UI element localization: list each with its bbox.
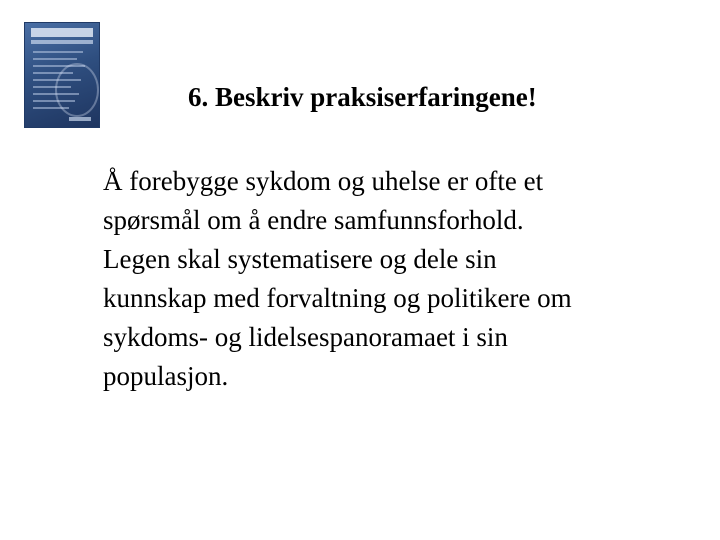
cover-text-line (33, 58, 77, 60)
cover-text-line (33, 51, 83, 53)
body-line: Å forebygge sykdom og uhelse er ofte et (103, 166, 544, 196)
slide-body-text (103, 162, 703, 396)
body-line: populasjon. (103, 361, 229, 391)
cover-title-band (31, 28, 93, 37)
body-line: sykdoms- og lidelsespanoramaet i sin (103, 322, 508, 352)
body-line: spørsmål om å endre samfunnsforhold. (103, 205, 524, 235)
cover-subtitle-band (31, 40, 93, 44)
cover-swirl-decoration (55, 63, 99, 117)
document-cover-thumbnail (24, 22, 100, 128)
cover-footer-band (69, 117, 91, 121)
body-line: Legen skal systematisere og dele sin (103, 244, 497, 274)
slide-heading: 6. Beskriv praksiserfaringene! (188, 82, 537, 112)
body-line: kunnskap med forvaltning og politikere om (103, 283, 572, 313)
